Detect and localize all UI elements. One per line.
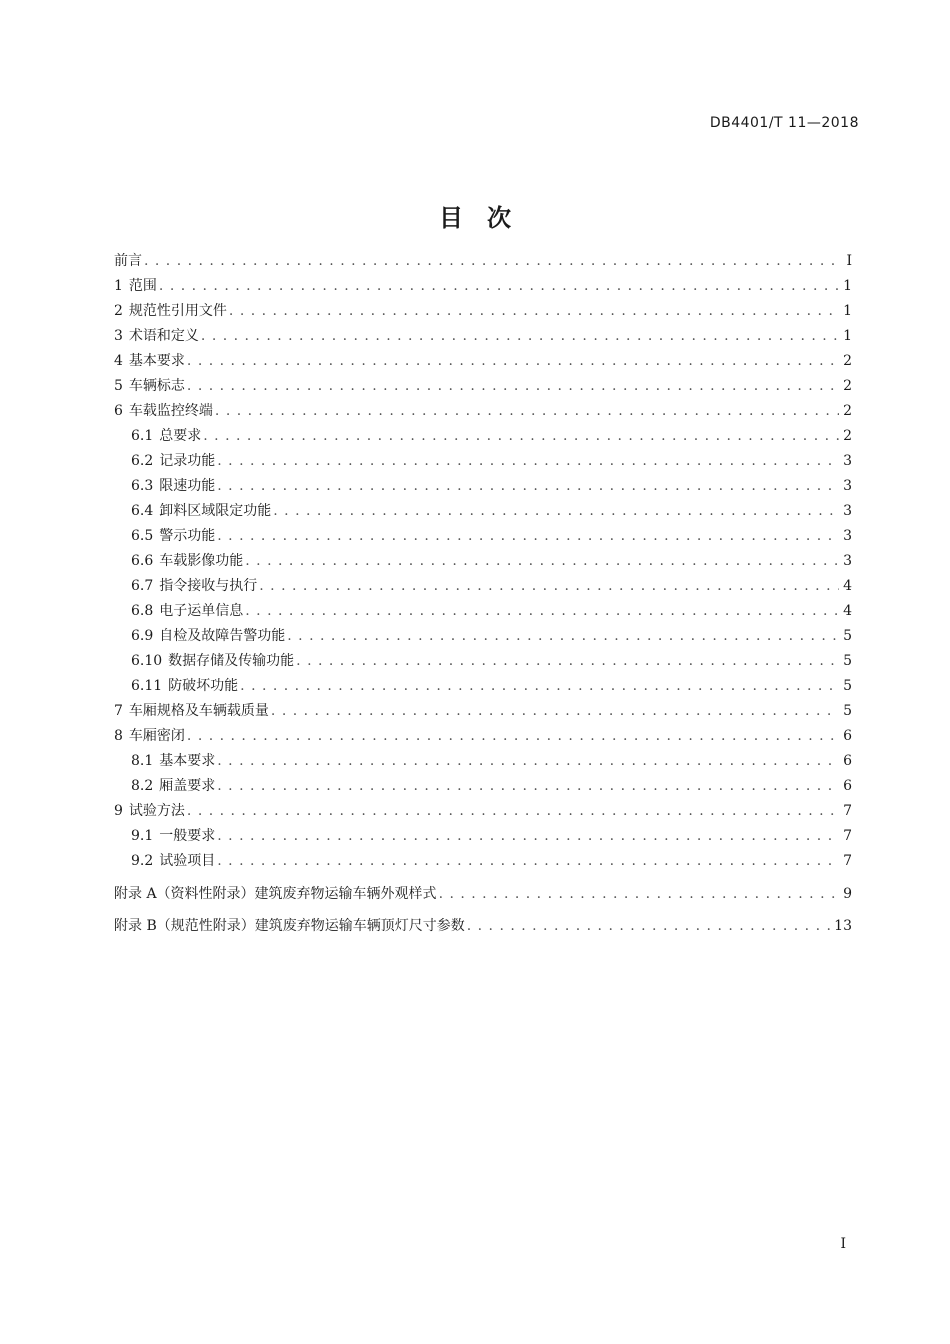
toc-entry-label: 数据存储及传输功能 — [168, 653, 295, 669]
toc-entry-number: 6 — [114, 403, 123, 419]
toc-entry[interactable] — [114, 624, 852, 649]
toc-entry[interactable] — [114, 824, 852, 849]
toc-entry-page: 5 — [843, 653, 852, 669]
toc-entry-page: 3 — [843, 553, 852, 569]
toc-entry[interactable] — [114, 249, 852, 274]
toc-entry-page: I — [846, 253, 852, 269]
toc-entry[interactable] — [114, 674, 852, 699]
toc-entry-label: 电子运单信息 — [159, 603, 244, 619]
dot-leader — [439, 878, 840, 910]
toc-entry-label: 试验项目 — [159, 853, 216, 869]
toc-entry-number: 6.5 — [131, 528, 154, 544]
dot-leader — [159, 274, 839, 299]
toc-entry-number: 1 — [114, 278, 123, 294]
toc-entry[interactable] — [114, 774, 852, 799]
toc-entry-page: 1 — [843, 278, 852, 294]
toc-entry-number: 8.1 — [131, 753, 154, 769]
dot-leader — [259, 574, 839, 599]
dot-leader — [217, 524, 839, 549]
toc-entry-page: 6 — [843, 753, 852, 769]
toc-entry[interactable] — [114, 324, 852, 349]
toc-entry-page: 3 — [843, 478, 852, 494]
dot-leader — [240, 674, 839, 699]
toc-entry-label: 附录 B（规范性附录）建筑废弃物运输车辆顶灯尺寸参数 — [114, 918, 465, 934]
toc-entry-page: 9 — [843, 886, 852, 902]
toc-entry-label: 警示功能 — [159, 528, 216, 544]
toc-entry-label: 车厢密闭 — [128, 728, 185, 744]
dot-leader — [273, 499, 839, 524]
toc-entry-page: 2 — [843, 428, 852, 444]
toc-entry-number: 6.4 — [131, 503, 154, 519]
dot-leader — [215, 399, 839, 424]
dot-leader — [217, 849, 839, 874]
toc-entry-number: 6.10 — [131, 653, 163, 669]
toc-entry-number: 8 — [114, 728, 123, 744]
toc-entry[interactable] — [114, 299, 852, 324]
toc-entry-number: 6.1 — [131, 428, 154, 444]
toc-entry-page: 5 — [843, 628, 852, 644]
toc-entry[interactable] — [114, 499, 852, 524]
toc-entry-label: 附录 A（资料性附录）建筑废弃物运输车辆外观样式 — [114, 886, 437, 902]
dot-leader — [187, 349, 839, 374]
toc-entry[interactable] — [114, 424, 852, 449]
dot-leader — [287, 624, 839, 649]
toc-entry-page: 2 — [843, 403, 852, 419]
toc-entry-label: 总要求 — [159, 428, 202, 444]
toc-entry[interactable] — [114, 749, 852, 774]
dot-leader — [467, 910, 830, 942]
dot-leader — [217, 774, 839, 799]
dot-leader — [245, 599, 839, 624]
toc-entry[interactable] — [114, 649, 852, 674]
dot-leader — [245, 549, 839, 574]
toc-entry[interactable] — [114, 274, 852, 299]
toc-entry-label: 基本要求 — [159, 753, 216, 769]
toc-entry[interactable] — [114, 549, 852, 574]
toc-entry[interactable] — [114, 799, 852, 824]
toc-entry-number: 7 — [114, 703, 123, 719]
toc-entry[interactable] — [114, 599, 852, 624]
dot-leader — [203, 424, 839, 449]
toc-entry-number: 9.1 — [131, 828, 154, 844]
title-char-2: 次 — [487, 204, 511, 232]
toc-entry-page: 3 — [843, 528, 852, 544]
dot-leader — [201, 324, 839, 349]
toc-entry[interactable] — [114, 524, 852, 549]
toc-entry-number: 4 — [114, 353, 123, 369]
toc-entry-label: 限速功能 — [159, 478, 216, 494]
toc-entry-number: 6.7 — [131, 578, 154, 594]
toc-entry-page: 13 — [834, 918, 852, 934]
toc-entry-page: 5 — [843, 703, 852, 719]
toc-entry-number: 6.8 — [131, 603, 154, 619]
toc-entry-number: 2 — [114, 303, 123, 319]
toc-entry-number: 6.3 — [131, 478, 154, 494]
toc-entry[interactable] — [114, 878, 852, 910]
dot-leader — [296, 649, 839, 674]
toc-entry-page: 6 — [843, 778, 852, 794]
dot-leader — [217, 449, 839, 474]
toc-entry-page: 2 — [843, 378, 852, 394]
toc-entry-label: 一般要求 — [159, 828, 216, 844]
toc-entry-page: 4 — [843, 603, 852, 619]
toc-entry-page: 3 — [843, 453, 852, 469]
toc-entry-page: 1 — [843, 303, 852, 319]
dot-leader — [187, 799, 839, 824]
page-title — [0, 198, 950, 233]
toc-entry-number: 5 — [114, 378, 123, 394]
toc-entry-number: 6.2 — [131, 453, 154, 469]
toc-entry-page: 2 — [843, 353, 852, 369]
toc-entry-number: 6.11 — [131, 678, 163, 694]
dot-leader — [217, 824, 839, 849]
toc-entry-label: 自检及故障告警功能 — [159, 628, 286, 644]
toc-entry[interactable] — [114, 910, 852, 942]
toc-entry-label: 卸料区域限定功能 — [159, 503, 272, 519]
dot-leader — [187, 724, 839, 749]
dot-leader — [144, 249, 840, 274]
page-number: I — [840, 1236, 846, 1252]
toc-entry-label: 基本要求 — [128, 353, 185, 369]
toc-entry-number: 6.6 — [131, 553, 154, 569]
toc-entry[interactable] — [114, 374, 852, 399]
toc-entry[interactable] — [114, 724, 852, 749]
dot-leader — [229, 299, 839, 324]
toc-entry[interactable] — [114, 699, 852, 724]
toc-entry-page: 7 — [843, 828, 852, 844]
toc-entry-label: 车厢规格及车辆载质量 — [128, 703, 269, 719]
toc-entry-number: 6.9 — [131, 628, 154, 644]
toc-entry-page: 7 — [843, 803, 852, 819]
toc-entry-page: 1 — [843, 328, 852, 344]
toc-entry-label: 指令接收与执行 — [159, 578, 258, 594]
title-char-1: 目 — [439, 204, 463, 232]
toc-entry-number: 8.2 — [131, 778, 154, 794]
toc-entry[interactable] — [114, 574, 852, 599]
toc-entry-label: 记录功能 — [159, 453, 216, 469]
toc-entry[interactable] — [114, 449, 852, 474]
dot-leader — [217, 474, 839, 499]
toc-entry-label: 术语和定义 — [128, 328, 199, 344]
toc-entry[interactable] — [114, 849, 852, 874]
table-of-contents — [114, 249, 852, 942]
toc-entry[interactable] — [114, 349, 852, 374]
toc-entry-page: 4 — [843, 578, 852, 594]
dot-leader — [271, 699, 839, 724]
toc-entry-page: 7 — [843, 853, 852, 869]
toc-entry-number: 9 — [114, 803, 123, 819]
toc-entry-page: 6 — [843, 728, 852, 744]
toc-entry-label: 车载监控终端 — [128, 403, 213, 419]
toc-entry-label: 车载影像功能 — [159, 553, 244, 569]
toc-entry[interactable] — [114, 399, 852, 424]
toc-entry-label: 前言 — [114, 253, 142, 269]
toc-entry-label: 车辆标志 — [128, 378, 185, 394]
dot-leader — [187, 374, 839, 399]
toc-entry-number: 9.2 — [131, 853, 154, 869]
toc-entry-label: 规范性引用文件 — [128, 303, 227, 319]
toc-entry-number: 3 — [114, 328, 123, 344]
toc-entry[interactable] — [114, 474, 852, 499]
document-code: DB4401/T 11—2018 — [709, 115, 859, 131]
toc-entry-page: 3 — [843, 503, 852, 519]
toc-entry-label: 试验方法 — [128, 803, 185, 819]
toc-entry-page: 5 — [843, 678, 852, 694]
toc-entry-label: 范围 — [128, 278, 157, 294]
toc-entry-label: 防破坏功能 — [168, 678, 239, 694]
dot-leader — [217, 749, 839, 774]
toc-entry-label: 厢盖要求 — [159, 778, 216, 794]
